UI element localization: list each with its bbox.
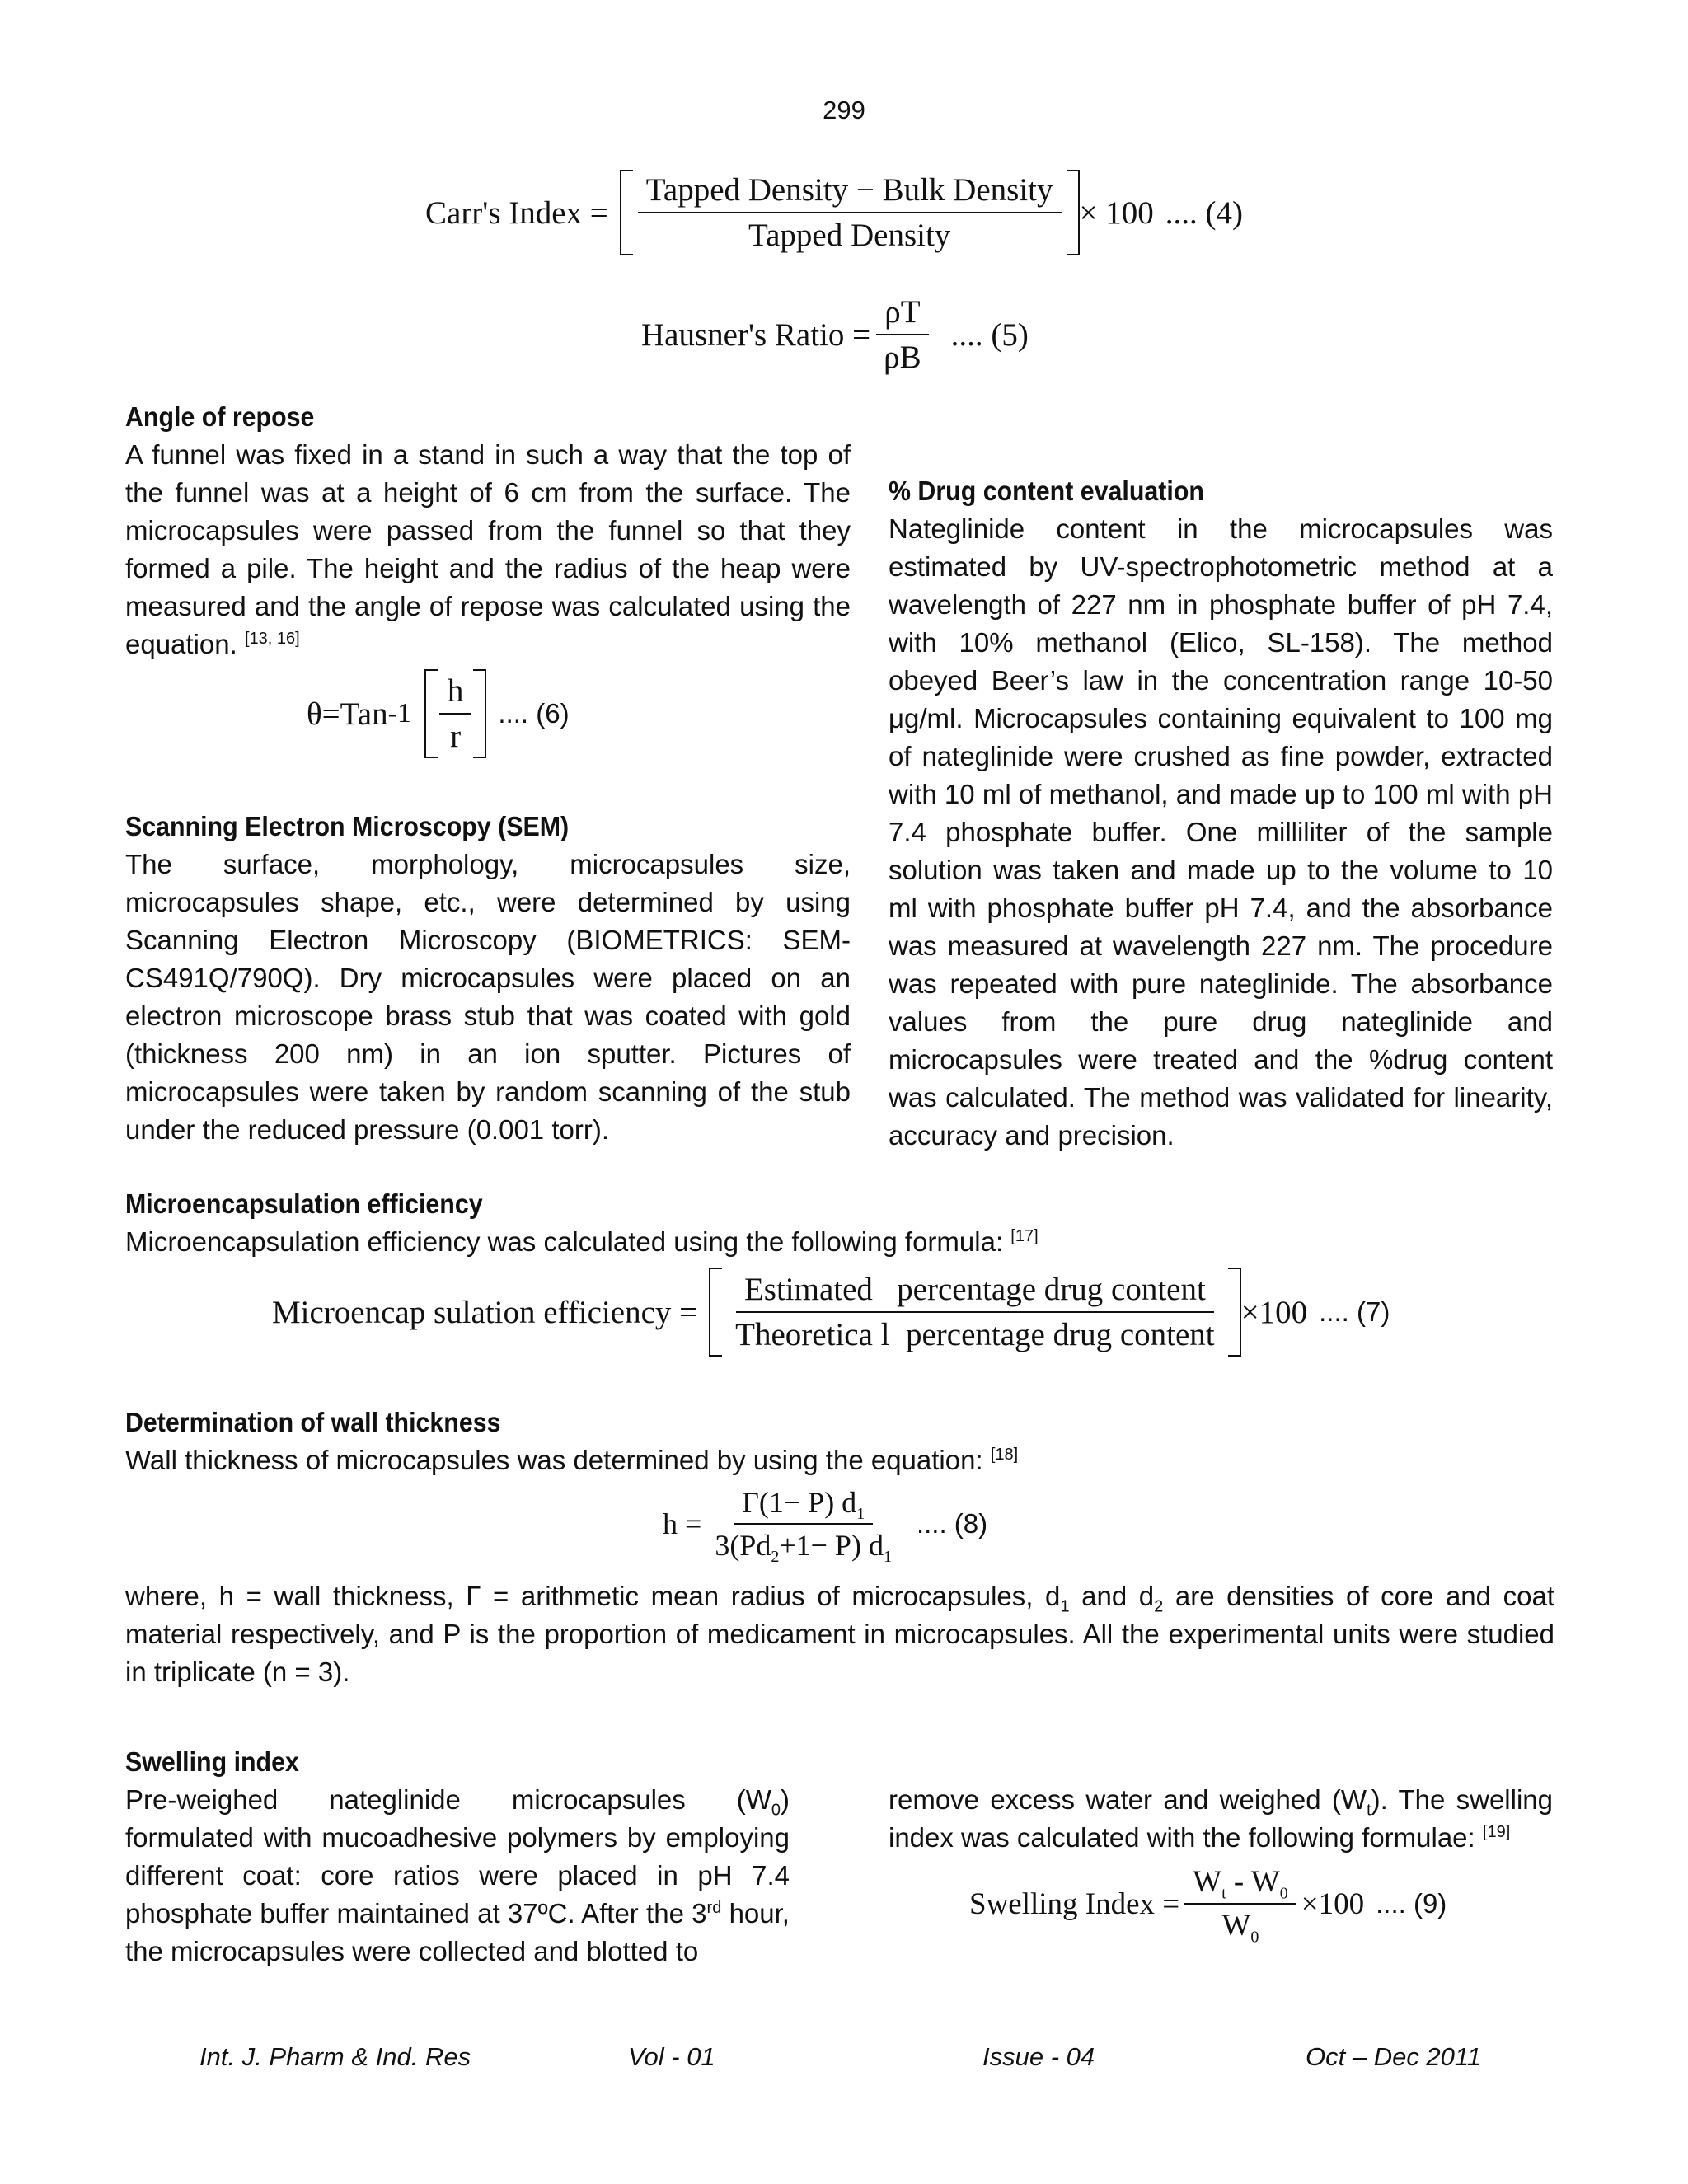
eq8-den-text-a: 3(Pd [715,1529,771,1562]
eq7-number: .... (7) [1319,1296,1390,1327]
micro-reference: [17] [1010,1227,1039,1245]
eq7-right-bracket [1228,1268,1241,1357]
swell-right-text-1: remove excess water and weighed (W [889,1784,1367,1815]
eq9-num-subscript-t: t [1221,1884,1226,1903]
equation-carrs-index [425,170,1243,255]
eq8-lhs: h = [663,1507,702,1540]
eq9-number: .... (9) [1376,1888,1447,1919]
where-text-2: and d [1069,1581,1155,1611]
eq9-lhs: Swelling Index = [969,1886,1180,1921]
eq6-right-bracket [473,669,486,758]
equation-angle-of-repose [307,669,570,758]
eq5-denominator: ρB [884,340,921,375]
eq8-numerator [734,1485,873,1525]
eq4-number: .... (4) [1165,194,1243,231]
where-subscript-1: 1 [1060,1597,1070,1616]
eq4-right-bracket [1067,170,1080,255]
eq9-num-w: W [1193,1865,1222,1899]
where-text-1: where, h = wall thickness, Γ = arithmetic mean radius of microcapsules, d [125,1581,1061,1611]
heading-microencapsulation-efficiency: Microencapsulation efficiency [125,1188,483,1219]
paragraph-where [125,1577,1554,1691]
swell-right-subscript: t [1367,1801,1372,1820]
paragraph-swelling-left [125,1781,790,1971]
wall-reference: [18] [990,1446,1019,1464]
eq7-lhs: Microencap sulation efficiency = [272,1294,698,1330]
eq7-multiplier: ×100 [1240,1294,1308,1330]
eq9-multiplier: ×100 [1301,1886,1365,1921]
heading-sem: Scanning Electron Microscopy (SEM) [125,811,570,841]
eq4-denominator: Tapped Density [748,218,951,253]
heading-angle-of-repose: Angle of repose [125,401,315,432]
paragraph-wall-thickness [125,1441,1018,1479]
where-subscript-2: 2 [1154,1597,1164,1616]
swell-left-text-1: Pre-weighed nateglinide microcapsules (W [125,1784,771,1815]
eq4-multiplier: × 100 [1079,194,1154,231]
swell-left-text-3: hour, the microcapsules were collected and blotted to [125,1898,790,1966]
eq5-number: .... (5) [950,316,1029,353]
micro-body-text: Microencapsulation efficiency was calculated using the following formula: [125,1226,1004,1257]
swell-right-reference: [19] [1482,1823,1511,1841]
wall-body-text: Wall thickness of microcapsules was determined by using the equation: [125,1445,983,1475]
eq5-numerator: ρT [876,293,928,335]
eq6-number: .... (6) [498,698,570,729]
eq4-left-bracket [620,170,633,255]
footer-issue: Issue - 04 [982,2042,1095,2071]
heading-wall-thickness: Determination of wall thickness [125,1407,501,1437]
equation-swelling-index [969,1864,1447,1947]
eq6-exponent: -1 [387,698,411,729]
eq4-lhs: Carr's Index = [425,194,608,231]
eq8-denominator [706,1525,900,1567]
angle-reference: [13, 16] [244,630,300,648]
eq8-den-subscript-2: 2 [771,1548,780,1567]
paragraph-angle-of-repose [125,436,851,663]
footer-date: Oct – Dec 2011 [1306,2042,1482,2071]
eq8-number: .... (8) [916,1508,988,1539]
eq8-den-subscript-1: 1 [883,1548,892,1567]
eq8-num-subscript: 1 [856,1505,865,1524]
heading-drug-content: % Drug content evaluation [889,476,1204,506]
swell-left-subscript: 0 [771,1801,781,1820]
eq6-numerator: h [439,673,472,715]
paragraph-microencapsulation [125,1223,1039,1261]
equation-hausners-ratio [641,293,1029,376]
eq7-left-bracket [709,1268,722,1357]
eq9-den-subscript-0: 0 [1250,1928,1259,1947]
swell-left-superscript: rd [706,1899,722,1917]
footer-journal: Int. J. Pharm & Ind. Res [199,2042,471,2071]
where-text-3: are densities of core and coat material respectively, and P is the proportion of medicament in microcapsules. All the experimental units were studied in triplicate (n = 3). [125,1581,1554,1687]
eq4-numerator: Tapped Density − Bulk Density [638,171,1062,213]
eq5-lhs: Hausner's Ratio = [641,316,871,353]
paragraph-swelling-right [889,1781,1553,1857]
footer-volume: Vol - 01 [628,2042,715,2071]
eq9-num-subscript-0: 0 [1279,1884,1288,1903]
eq9-numerator [1184,1864,1296,1905]
equation-microencapsulation-efficiency [272,1268,1390,1357]
heading-swelling-index: Swelling index [125,1746,299,1777]
eq7-denominator: Theoretica l percentage drug content [735,1317,1215,1352]
eq7-numerator: Estimated percentage drug content [736,1271,1214,1313]
eq9-den-w: W [1221,1909,1251,1943]
swell-left-text-2: ) formulated with mucoadhesive polymers by employing different coat: core ratios were placed in pH 7.4 phosphate buffer maintained at 37ºC. After the 3 [125,1784,790,1929]
paragraph-drug-content: Nateglinide content in the microcapsules was estimated by UV-spectrophotometric method at a wavelength of 227 nm in phosphate buffer of pH 7.4, with 10% methanol (Elico, SL-158). The method obeyed Beer’s law in the concentration range 10-50 μg/ml. Microcapsules containing equivalent to 100 mg of nateglinide were crushed as fine powder, extracted with 10 ml of methanol, and made up to 100 ml with pH 7.4 phosphate buffer. One milliliter of the sample solution was taken and made up to the volume to 10 ml with phosphate buffer pH 7.4, and the absorbance was measured at wavelength 227 nm. The procedure was repeated with pure nateglinide. The absorbance values from the pure drug nateglinide and microcapsules were treated and the %drug content was calculated. The method was validated for linearity, accuracy and precision. [889,513,1553,1151]
eq6-denominator: r [450,719,462,754]
eq8-num-text: Γ(1− P) d [742,1486,857,1519]
page-number: 299 [823,96,865,124]
angle-body-text: A funnel was fixed in a stand in such a way that the top of the funnel was at a height of 6 cm from the surface. The microcapsules were passed from the funnel so that they formed a pile. The height and the radius of the heap were measured and the angle of repose was calculated using the equation. [125,439,851,659]
eq9-denominator [1213,1905,1267,1947]
eq6-left-bracket [424,669,438,758]
eq6-lhs: θ=Tan [307,696,388,732]
eq9-num-minus-w: - W [1226,1865,1280,1899]
swell-right-text-2: ). The swelling index was calculated with the following formulae: [889,1784,1553,1853]
paragraph-sem: The surface, morphology, microcapsules size, microcapsules shape, etc., were determined by using Scanning Electron Microscopy (BIOMETRICS: SEM-CS491Q/790Q). Dry microcapsules were placed on an electron microscope brass stub that was coated with gold (thickness 200 nm) in an ion sputter. Pictures of microcapsules were taken by random scanning of the stub under the reduced pressure (0.001 torr). [125,849,851,1145]
eq8-den-text-b: +1− P) d [779,1529,884,1562]
equation-wall-thickness [663,1485,988,1567]
